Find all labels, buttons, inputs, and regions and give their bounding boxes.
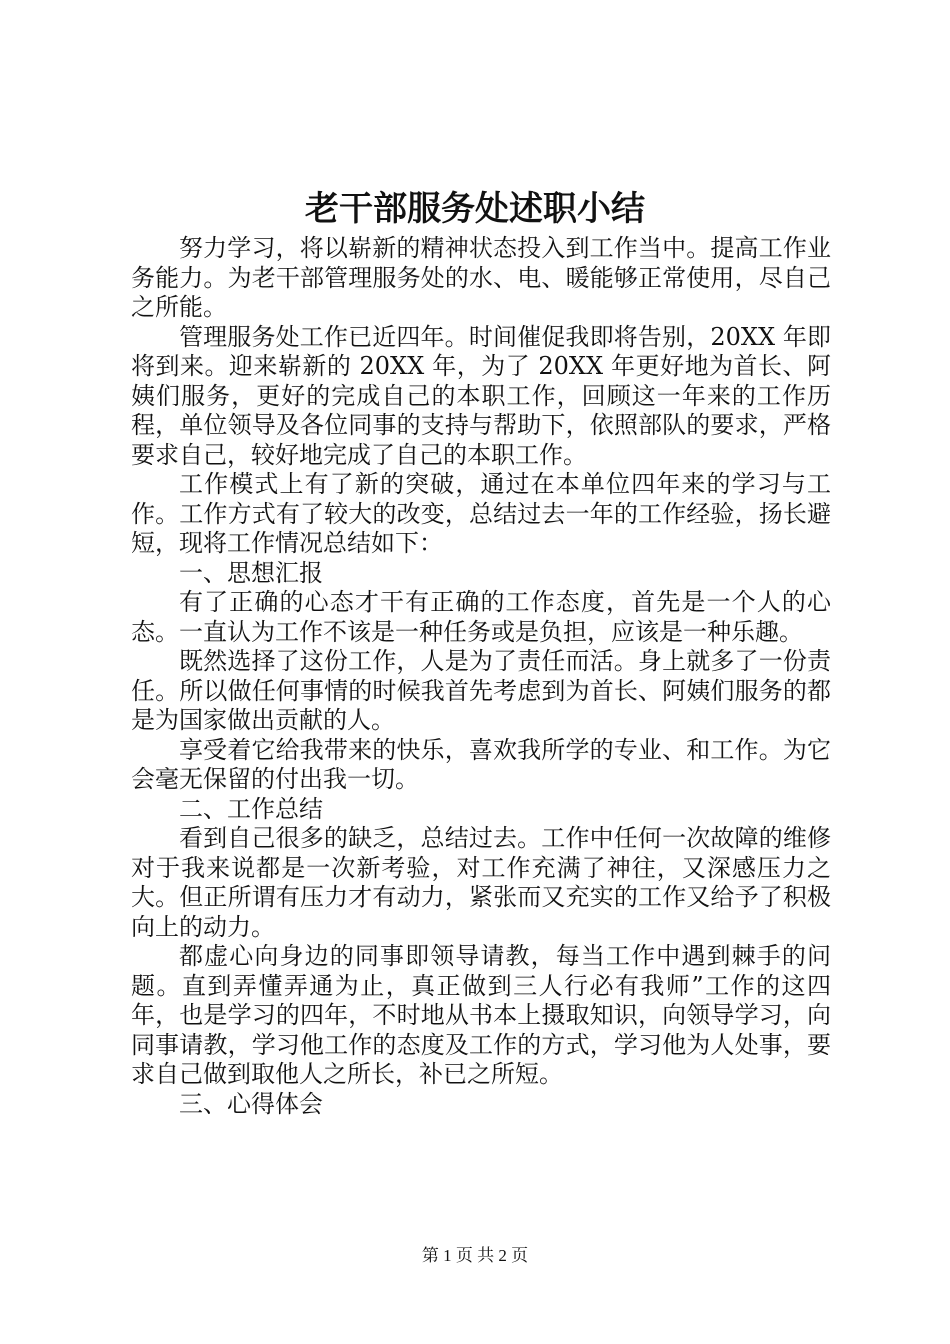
paragraph: 有了正确的心态才干有正确的工作态度，首先是一个人的心态。一直认为工作不该是一种任务或是负担，应该是一种乐趣。 — [131, 588, 831, 646]
paragraph: 都虚心向身边的同事即领导请教，每当工作中遇到棘手的问题。直到弄懂弄通为止，真正做到三人行必有我师”工作的这四年，也是学习的四年，不时地从书本上摄取知识，向领导学习，向同事请教，学习他工作的态度及工作的方式，学习他为人处事，要求自己做到取他人之所长，补已之所短。 — [131, 942, 831, 1088]
paragraph: 既然选择了这份工作，人是为了责任而活。身上就多了一份责任。所以做任何事情的时候我首先考虑到为首长、阿姨们服务的都是为国家做出贡献的人。 — [131, 647, 831, 734]
document-title: 老干部服务处述职小结 — [305, 189, 645, 229]
page-number-footer: 第 1 页 共 2 页 — [421, 1246, 529, 1265]
paragraph: 看到自己很多的缺乏，总结过去。工作中任何一次故障的维修对于我来说都是一次新考验，对工作充满了神往，又深感压力之大。但正所谓有压力才有动力，紧张而又充实的工作又给予了积极向上的动力。 — [131, 824, 831, 941]
paragraph: 工作模式上有了新的突破，通过在本单位四年来的学习与工作。工作方式有了较大的改变，总结过去一年的工作经验，扬长避短，现将工作情况总结如下： — [131, 470, 831, 557]
paragraph: 努力学习，将以崭新的精神状态投入到工作当中。提高工作业务能力。为老干部管理服务处的水、电、暖能够正常使用，尽自己之所能。 — [131, 234, 831, 321]
paragraph: 享受着它给我带来的快乐，喜欢我所学的专业、和工作。为它会毫无保留的付出我一切。 — [131, 735, 831, 793]
section-heading-thoughts: 一、思想汇报 — [179, 558, 323, 587]
section-heading-work-summary: 二、工作总结 — [179, 794, 323, 823]
section-heading-reflections: 三、心得体会 — [179, 1089, 323, 1118]
document-body — [131, 234, 831, 1119]
paragraph: 管理服务处工作已近四年。时间催促我即将告别，20XX 年即将到来。迎来崭新的 20XX 年，为了 20XX 年更好地为首长、阿姨们服务，更好的完成自己的本职工作，回顾这一年来的工作历程，单位领导及各位同事的支持与帮助下，依照部队的要求，严格要求自己，较好地完成了自己的本职工作。 — [131, 322, 831, 469]
